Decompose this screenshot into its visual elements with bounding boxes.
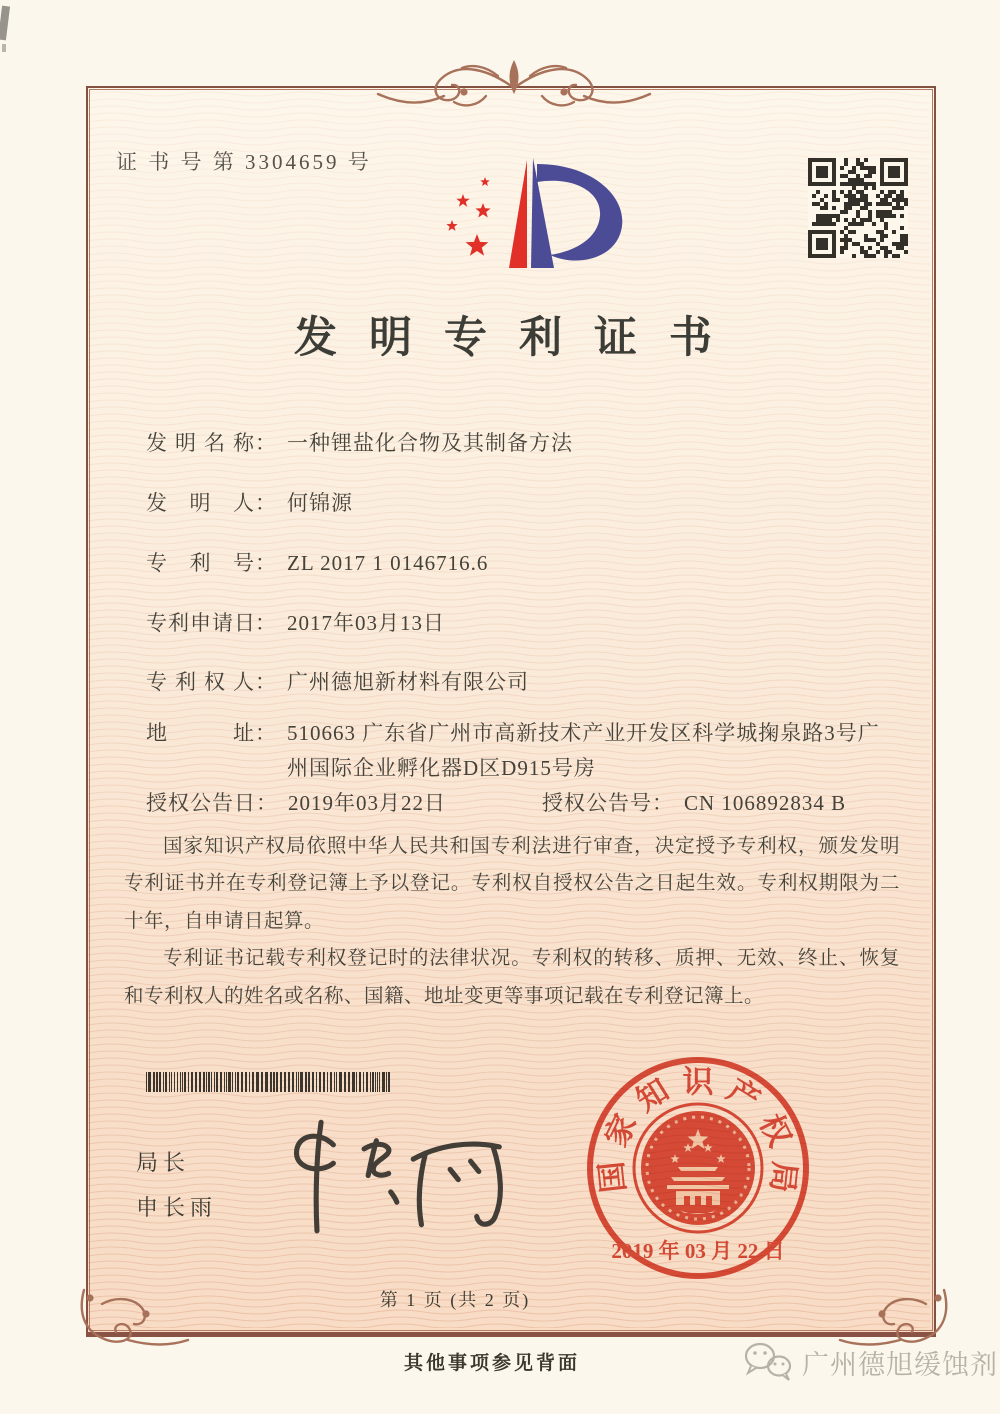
- watermark: [742, 1340, 998, 1384]
- field-label: 专 利 权 人: [146, 670, 255, 694]
- field-value: 510663 广东省广州市高新技术产业开发区科学城掬泉路3号广州国际企业孵化器D区D915号房: [287, 721, 880, 780]
- handwritten-signature: [268, 1110, 538, 1238]
- barcode: [146, 1072, 396, 1092]
- field-value: 广州德旭新材料有限公司: [287, 670, 529, 694]
- commissioner-block: [136, 1140, 217, 1230]
- seal-date: 2019 年 03 月 22 日: [611, 1239, 785, 1263]
- grant-date-value: 2019年03月22日: [288, 791, 446, 815]
- certificate-number: 证 书 号 第 3304659 号: [116, 150, 372, 174]
- svg-text:局: 局: [764, 1159, 803, 1195]
- qr-code: [808, 158, 908, 258]
- scan-smudge: [2, 44, 6, 52]
- field-colon: ：: [255, 431, 277, 455]
- field-colon: ：: [255, 611, 277, 635]
- field-label: 专 利 申 请 日: [146, 611, 256, 635]
- field-colon: ：: [256, 791, 278, 815]
- cnipa-logo-icon: [440, 154, 650, 286]
- field-value: ZL 2017 1 0146716.6: [287, 551, 489, 575]
- commissioner-title: 局长: [136, 1150, 191, 1175]
- field-colon: ：: [255, 551, 277, 575]
- legal-text: [124, 828, 900, 1015]
- svg-text:产: 产: [721, 1072, 767, 1119]
- body-paragraph-2: 专利证书记载专利权登记时的法律状况。专利权的转移、质押、无效、终止、恢复和专利权人的姓名或名称、国籍、地址变更等事项记载在专利登记簿上。: [124, 948, 900, 1007]
- back-note: 其他事项参见背面: [404, 1353, 581, 1374]
- wechat-icon: [742, 1340, 794, 1384]
- field-grant-row: [146, 786, 846, 821]
- field-label: 授权公告号: [542, 791, 652, 815]
- field-label: 发 明 人: [146, 491, 255, 515]
- field-label: 专 利 号: [146, 551, 255, 575]
- svg-text:权: 权: [752, 1108, 798, 1152]
- field-colon: ：: [255, 721, 277, 745]
- official-seal: [580, 1050, 816, 1286]
- frame-bottom-rule: [86, 1332, 936, 1337]
- body-paragraph-1: 国家知识产权局依照中华人民共和国专利法进行审查，决定授予专利权，颁发发明专利证书并在专利登记簿上予以登记。专利权自授权公告之日起生效。专利权期限为二十年，自申请日起算。: [124, 836, 900, 932]
- svg-text:知: 知: [629, 1072, 675, 1119]
- field-value: 2017年03月13日: [287, 611, 445, 635]
- certificate-frame: [86, 86, 936, 1334]
- field-invention-name: [146, 426, 573, 461]
- svg-text:识: 识: [682, 1064, 714, 1100]
- logo-stars: [446, 177, 490, 256]
- field-address: [146, 716, 891, 786]
- field-colon: ：: [255, 670, 277, 694]
- grant-number-value: CN 106892834 B: [684, 791, 847, 815]
- watermark-text: 广州德旭缓蚀剂: [802, 1349, 998, 1380]
- field-inventor: [146, 486, 353, 521]
- field-label: 地 址: [146, 721, 255, 745]
- field-value: 何锦源: [287, 491, 353, 515]
- scan-smudge: [0, 6, 10, 41]
- certificate-title: 发明专利证书: [294, 315, 744, 362]
- page-footer: 第 1 页 (共 2 页): [379, 1290, 531, 1310]
- national-emblem: [634, 1104, 762, 1232]
- svg-text:国: 国: [593, 1159, 632, 1195]
- field-label: 授权公告日: [146, 791, 256, 815]
- commissioner-name: 申长雨: [136, 1195, 218, 1220]
- field-colon: ：: [255, 491, 277, 515]
- field-label: 发 明 名 称: [146, 431, 255, 455]
- field-patent-number: [146, 546, 488, 581]
- svg-text:家: 家: [598, 1108, 644, 1152]
- logo-red-wedge: [509, 160, 527, 268]
- field-colon: ：: [652, 791, 674, 815]
- field-value: 一种锂盐化合物及其制备方法: [287, 431, 573, 455]
- field-patentee: [146, 665, 529, 700]
- field-filing-date: [146, 606, 445, 641]
